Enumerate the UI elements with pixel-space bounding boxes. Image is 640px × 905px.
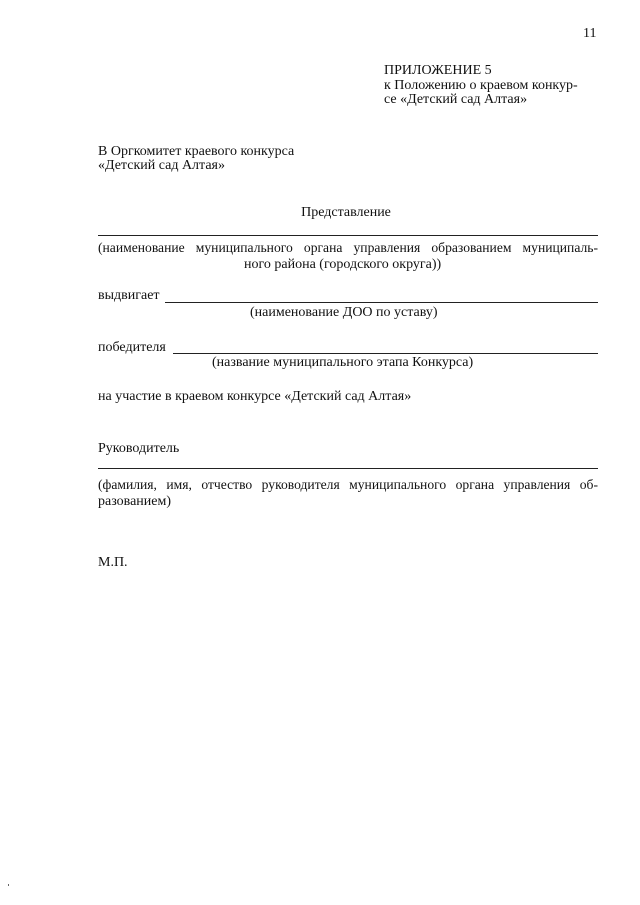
winner-label: победителя — [98, 340, 166, 355]
municipal-body-caption-2: ного района (городского округа)) — [244, 257, 442, 272]
page-number: 11 — [583, 26, 597, 41]
addressee-line-2: «Детский сад Алтая» — [98, 158, 225, 173]
appendix-line-2: се «Детский сад Алтая» — [384, 92, 528, 107]
head-label: Руководитель — [98, 441, 180, 456]
winner-line[interactable] — [173, 353, 598, 354]
nominates-label: выдвигает — [98, 288, 160, 303]
head-caption-1: (фамилия, имя, отчество руководителя муниципального органа управления об- — [98, 477, 598, 492]
document-title: Представление — [301, 205, 391, 220]
participation-text: на участие в краевом конкурсе «Детский сад Алтая» — [98, 389, 412, 404]
head-line[interactable] — [98, 468, 598, 469]
addressee-line-1: В Оргкомитет краевого конкурса — [98, 144, 295, 159]
appendix-title: ПРИЛОЖЕНИЕ 5 — [384, 63, 492, 78]
municipal-body-line[interactable] — [98, 235, 598, 236]
nominates-line[interactable] — [165, 302, 598, 303]
head-caption-2: разованием) — [98, 494, 172, 509]
seal-mark: М.П. — [98, 555, 128, 570]
appendix-line-1-text: к Положению о краевом конкур- — [384, 78, 578, 93]
winner-caption: (название муниципального этапа Конкурса) — [212, 355, 474, 370]
scan-speck — [8, 884, 9, 886]
appendix-line-1 — [384, 78, 595, 93]
municipal-body-caption-1: (наименование муниципального органа управления образованием муниципаль- — [98, 240, 598, 255]
nominates-caption: (наименование ДОО по уставу) — [250, 305, 438, 320]
